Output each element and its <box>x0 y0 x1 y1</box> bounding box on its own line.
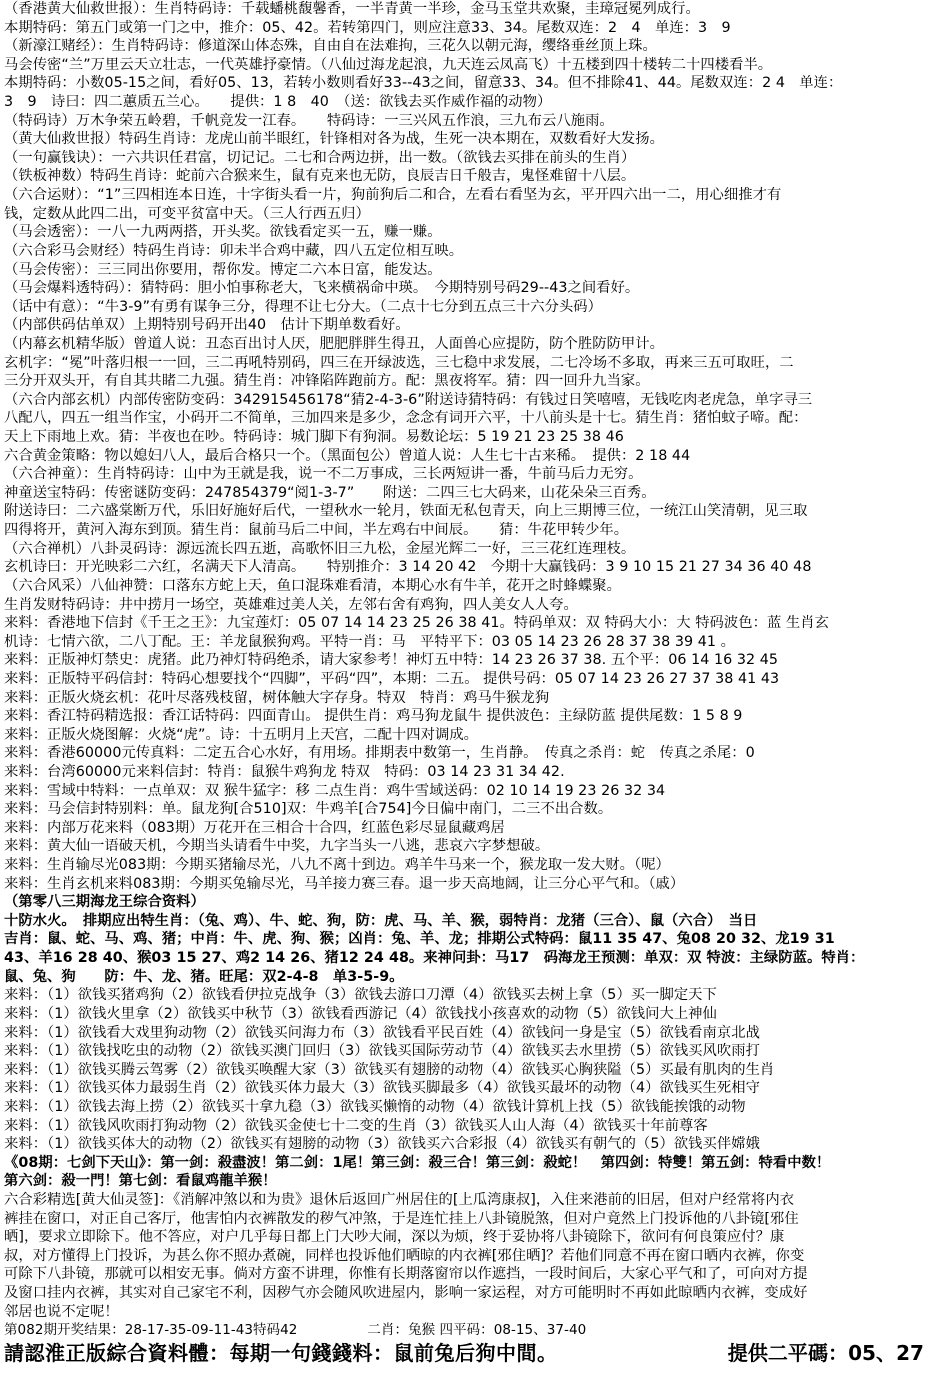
text-line: （六合运财）：“1”三四相连本日连，十字街头看一片，狗前狗后二和合，左看右看坚为玄，平开四六出一二，用心细推才有 <box>4 187 782 204</box>
sword-line: 《08期：七剑下天山》：第一剑：殺盡波！第二剑：1尾！第三剑：殺三合！第三剑：殺蛇！ 第四剑：特雙！第五剑：特看中数！ <box>4 1154 831 1171</box>
text-line: 四得将开，黄河入海东到顶。猜生肖：鼠前马后二中间，半左鸡右中间辰。 猜：牛花甲转少年。 <box>4 522 629 539</box>
text-line: （内幕玄机精华版）曾道人说：丑态百出讨人厌，肥肥胖胖生得丑，人面兽心应提防，防个胜防防甲计。 <box>4 335 664 352</box>
text-line: 来料：内部万花来料（083期）万花开在三相合十合四，红蓝色彩尽显鼠藏鸡居 <box>4 819 505 836</box>
text-line: 钱，定数从此四二出，可变平贫富中天。（三人行西五归） <box>4 205 370 222</box>
riddle-line: 来料：（1）欲钱风吹雨打狗动物（2）欲钱买金使七十二变的生肖（3）欲钱买人山人海（4）欲钱买十年前尊客 <box>4 1117 708 1134</box>
text-line: （马会爆料透特码）：猜特码：胆小怕事称老大，飞来横祸命中瑛。 今期特别号码29--43之间看好。 <box>4 280 640 297</box>
text-line: 六合黄金策略：物以媳妇八人，最后合格只一个。（黑面包公）曾道人说：人生七十古来稀。 提供：2 18 44 <box>4 447 691 464</box>
text-line: 玄机诗曰：开光映彩二六红，名满天下人清高。 特别推介：3 14 20 42 今期十大赢钱码：3 9 10 15 21 27 34 36 40 48 <box>4 559 812 576</box>
text-line: 来料：雪域中特料：一点单双：双 猴牛猛字：移 二点生肖：鸡牛雪域送码：02 10 14 19 23 26 32 34 <box>4 782 666 799</box>
riddle-line: 来料：（1）欲钱去海上捞（2）欲钱买十拿九稳（3）欲钱买懒惰的动物（4）欲钱计算机上找（5）欲钱能挨饿的动物 <box>4 1098 746 1115</box>
text-line: 八配八，四五一组当作宝，小码开二不简单，三加四来是多少，念念有词开六平，十八前头是十七。猜生肖：猪怕蚊子啼。配： <box>4 410 808 427</box>
forecast-lines-section <box>4 0 924 893</box>
text-line: （马会透密）：一八一九两两搭，开头奖。欲钱看定买一五，赚一赚。 <box>4 224 442 241</box>
riddle-line: 来料：（1）欲钱买体大的动物（2）欲钱买有翅膀的动物（3）欲钱买六合彩报（4）欲钱买有朝气的（5）欲钱买伴嫦娥 <box>4 1136 760 1153</box>
summary-line: 鼠、兔、狗 防：牛、龙、猪。旺尾：双2-4-8 单3-5-9。 <box>4 968 404 985</box>
riddle-lines-section <box>4 986 924 1153</box>
text-line: （六合禅机）八卦灵码诗：源远流长四五逝，高歌怀旧三九松，金屋光辉二一好，三三花红连理枝。 <box>4 540 636 557</box>
text-line: （六合内部玄机）内部传密防变码：342915456178“猜2-4-3-6”附送诗猜特码：有钱过日笑嘻嘻，无钱吃肉老虎急，单字寻三 <box>4 391 813 408</box>
text-line: 来料：台湾60000元来料信封：特肖：鼠猴牛鸡狗龙 特双 特码：03 14 23 31 34 42. <box>4 763 565 780</box>
summary-line: 吉肖：鼠、蛇、马、鸡、猪；中肖：牛、虎、狗、猴；凶肖：兔、羊、龙；排期公式特码：鼠11 35 47、兔08 20 32、龙19 31 <box>4 931 835 948</box>
text-line: 来料：香港60000元传真料：二定五合心水好，有用场。排期表中数第一，生肖静。 传真之杀肖：蛇 传真之杀尾：0 <box>4 745 755 762</box>
haitong-summary-section <box>4 893 924 986</box>
text-line: 来料：正版火烧图解：火烧“虎”。诗：十五明月上天宫，二配十四对调成。 <box>4 726 479 743</box>
result-line <box>4 1321 924 1340</box>
text-line: （一句赢钱诀）：一六共识任君富，切记记。二七和合两边拼，出一数。（欲钱去买排在前头的生肖） <box>4 149 636 166</box>
riddle-line: 来料：（1）欲钱找吃虫的动物（2）欲钱买澳门回归（3）欲钱买国际劳动节（4）欲钱买去水里捞（5）欲钱买风吹雨打 <box>4 1043 760 1060</box>
banner-right-text: 提供二平碼：05、27 <box>727 1340 924 1365</box>
text-line: 3 9 诗曰：四二蕙质五兰心。 提供：1 8 40 （送：欲钱去买作威作福的动物） <box>4 94 552 111</box>
summary-line: 43、羊16 28 40、猴03 15 27、鸡2 14 26、猪12 24 48。来神问卦：马17 码海龙王预测：单双：双 特波：主绿防蓝。特肖： <box>4 950 865 967</box>
summary-line: 十防水火。 排期应出特生肖：（兔、鸡）、牛、蛇、狗，防：虎、马、羊、猴，弱特肖：龙猪（三合）、鼠（六合） 当日 <box>4 912 758 929</box>
riddle-line: 来料：（1）欲钱看大戏里狗动物（2）欲钱买问海力布（3）欲钱看平民百姓（4）欲钱问一身是宝（5）欲钱看南京北战 <box>4 1024 760 1041</box>
story-line: 叔，对方懂得上门投诉，为甚么你不照办煮碗，同样也投诉他们晒晾的内衣裤[邪住晒]？若他们同意不再在窗口晒内衣裤，你变 <box>4 1247 805 1264</box>
text-line: 来料：正版火烧玄机：花叶尽落残枝留，树体触大字存身。特双 特肖：鸡马牛猴龙狗 <box>4 689 550 706</box>
text-line: （特码诗）万木争荣五岭碧，千帆竞发一江春。 特码诗：一三兴风五作浪，三九布云八施雨。 <box>4 112 614 129</box>
text-line: （内部供码估单双）上期特别号码开出40 估计下期单数看好。 <box>4 317 410 334</box>
text-line: 玄机字：“冕”叶落归根一一回，三二再吼特别码，四三在开绿波选，三七稳中求发展，二七冷场不多取，再来三五可取旺，二 <box>4 354 794 371</box>
text-line: （铁板神数）特码生肖诗：蛇前六合猴来生，鼠有克来也无防，良辰吉日千般吉，鬼怪难留十八层。 <box>4 168 636 185</box>
text-line: 来料：香港地下信封《千王之王》：九宝莲灯：05 07 14 14 23 25 26 38 41。特码单双：双 特码大小：大 特码波色：蓝 生肖玄 <box>4 615 829 632</box>
text-line: （新濠江赌经）：生肖特码诗：修道深山体态殊，自由自在法难拘，三花久以朝元海，缨络垂丝顶上珠。 <box>4 38 657 55</box>
text-line: 神童送宝特码：传密谜防变码：247854379“阅1-3-7” 附送：二四三七大码来，山花朵朵三百秀。 <box>4 484 656 501</box>
text-line: （马会传密）：三三同出你要用，帮你发。博定二六本日富，能发达。 <box>4 261 442 278</box>
text-line: 本期特码：第五门或第一门之中，推介：05、42。若转第四门，则应注意33、34。尾数双连：2 4 单连：3 9 <box>4 19 731 36</box>
story-section <box>4 1191 924 1321</box>
text-line: 来料：正版特平码信封：特码心想要找个“四脚”，平码“四”，本期：二五。 提供号码：05 07 14 23 26 27 37 38 41 43 <box>4 670 780 687</box>
story-line: 邻居也说不定呢！ <box>4 1303 119 1320</box>
text-line: （六合彩马会财经）特码生肖诗：卯未半合鸡中藏，四八五定位相互映。 <box>4 242 464 259</box>
text-line: 附送诗曰：二六盛棠断万代，乐旧好施好后代，一望秋水一轮月，铁面无私包青天，向上三期博三位，一统江山笑清朝，见三取 <box>4 503 808 520</box>
text-line: 天上下雨地上欢。猜：半夜也在吵。特码诗：城门脚下有狗洞。易数论坛：5 19 21 23 25 38 46 <box>4 429 624 446</box>
text-line: 机诗：七情六欲，二八丁配。王：羊龙鼠猴狗鸡。平特一肖：马 平特平下：03 05 14 23 26 28 37 38 39 41 。 <box>4 633 736 650</box>
story-line: 及窗口挂内衣裤，其实对自己家宅不利，因秽气亦会随风吹进屋内，影响一家运程，对方可能明时不再如此晾晒内衣裤，变成好 <box>4 1285 808 1302</box>
text-line: 来料：生肖输尽光083期：今期买猪输尽光，八九不离十到边。鸡羊牛马来一个，猴龙取一发大财。（呢） <box>4 857 670 874</box>
story-line: 可除下八卦镜，那就可以相安无事。倘对方蛮不讲理，你惟有长期落窗帘以作遮挡，一段时间后，大家心平气和了，可向对方提 <box>4 1266 808 1283</box>
text-line: （黄大仙救世报）特码生肖诗：龙虎山前半眼红，针锋相对各为战，生死一决本期在，双数看好大发扬。 <box>4 131 664 148</box>
riddle-line: 来料：（1）欲钱火里拿（2）欲钱买中秋节（3）欲钱看西游记（4）欲钱找小孩喜欢的动物（5）欲钱问大上神仙 <box>4 1005 717 1022</box>
banner-left-text: 請認淮正版綜合資料體：每期一句錢錢料：鼠前兔后狗中間。 <box>4 1340 558 1365</box>
summary-line: （第零八三期海龙王综合资料） <box>4 894 205 911</box>
text-line: 来料：正版神灯禁史：虎猪。此乃神灯特码绝杀，请大家参考！神灯五中特：14 23 26 37 38. 五个平：06 14 16 32 45 <box>4 652 779 669</box>
sword-line: 第六剑：殺一門！第七剑：看鼠鸡龍羊猴！ <box>4 1173 277 1190</box>
text-line: 生肖发财特码诗：井中捞月一场空，英雄难过美人关，左邻右舍有鸡狗，四人美女人人夸。 <box>4 596 578 613</box>
riddle-line: 来料：（1）欲钱买猪鸡狗（2）欲钱看伊拉克战争（3）欲钱去游口刀潭（4）欲钱买去树上拿（5）买一脚定天下 <box>4 987 717 1004</box>
text-line: 来料：马会信封特别料：单。鼠龙狗[合510]双：牛鸡羊[合754]今日偏中南门，二三不出合数。 <box>4 801 613 818</box>
text-line: 来料：生肖玄机来料083期：今期买兔输尽光，马羊接力赛三春。退一步天高地阔，让三分心平气和。（戚） <box>4 875 685 892</box>
riddle-line: 来料：（1）欲钱买腾云驾雾（2）欲钱买唤醒大家（3）欲钱买有翅膀的动物（4）欲钱买心胸狭隘（5）买最有肌肉的生肖 <box>4 1061 775 1078</box>
text-line: 来料：香江特码精选报：香江话特码：四面青山。 提供生肖：鸡马狗龙鼠牛 提供波色：主绿防蓝 提供尾数：1 5 8 9 <box>4 708 743 725</box>
story-line: 六合彩精选[黄大仙灵签]：《消解冲煞以和为贵》退休后返回广州居住的[上瓜湾康叔]，入住来港前的旧居，但对户经常将内衣 <box>4 1192 795 1208</box>
text-line: （香港黄大仙救世报）：生肖特码诗：千载蟠桃馥馨香，一半青黄一半珍，金马玉堂共欢聚，圭璋冠冕列成行。 <box>4 1 700 17</box>
text-line: 马会传密“兰”万里云天立壮志，一代英雄抒豪情。（八仙过海龙起浪，九天连云凤高飞）十五楼到四十楼转二十四楼看半。 <box>4 56 773 73</box>
story-line: 裤挂在窗口，对正自己客厅，他害怕内衣裤散发的秽气冲煞，于是连忙挂上八卦镜脱煞，但对户竟然上门投诉他的八卦镜[邪住 <box>4 1210 799 1227</box>
text-line: （六合风采）八仙神赞：口落东方蛇上天，鱼口混珠难看清，本期心水有牛羊，花开之时蜂蝶聚。 <box>4 577 621 594</box>
seven-swords-section <box>4 1154 924 1191</box>
text-line: 本期特码：小数05-15之间，看好05、13，若转小数则看好33--43之间，留意33、34。但不排除41、44。尾数双连：2 4 单连： <box>4 75 843 92</box>
text-line: （话中有意）：“牛3-9”有勇有谋争三分，得理不让七分大。（二点十七分到五点三十六分头码） <box>4 298 602 315</box>
text-line: （六合神童）：生肖特码诗：山中为王就是我，说一不二万事成，三长两短讲一番，牛前马后力无穷。 <box>4 466 643 483</box>
bottom-banner <box>4 1340 924 1366</box>
previous-result: 第082期开奖结果：28-17-35-09-11-43特码42 <box>4 1322 298 1339</box>
extra-picks: 二肖：兔猴 四平码：08-15、37-40 <box>367 1322 587 1339</box>
text-line: 三分开双头开，有自其共睹二九强。猜生肖：冲锋陷阵跑前方。配：黑夜将军。猜：四一回升九当家。 <box>4 373 650 390</box>
text-line: 来料：黄大仙一语破天机，今期当头请看牛中奖，九字当头一八逃，悲哀六字梦想破。 <box>4 838 550 855</box>
story-line: 晒]，要求立即除下。他不答应，对户几乎每日都上门大吵大闹，深以为烦，终于妥协将八卦镜除下，欲问有何良策应付？康 <box>4 1229 785 1246</box>
riddle-line: 来料：（1）欲钱买体力最弱生肖（2）欲钱买体力最大（3）欲钱买脚最多（4）欲钱买最坏的动物（4）欲钱买生死相守 <box>4 1080 760 1097</box>
